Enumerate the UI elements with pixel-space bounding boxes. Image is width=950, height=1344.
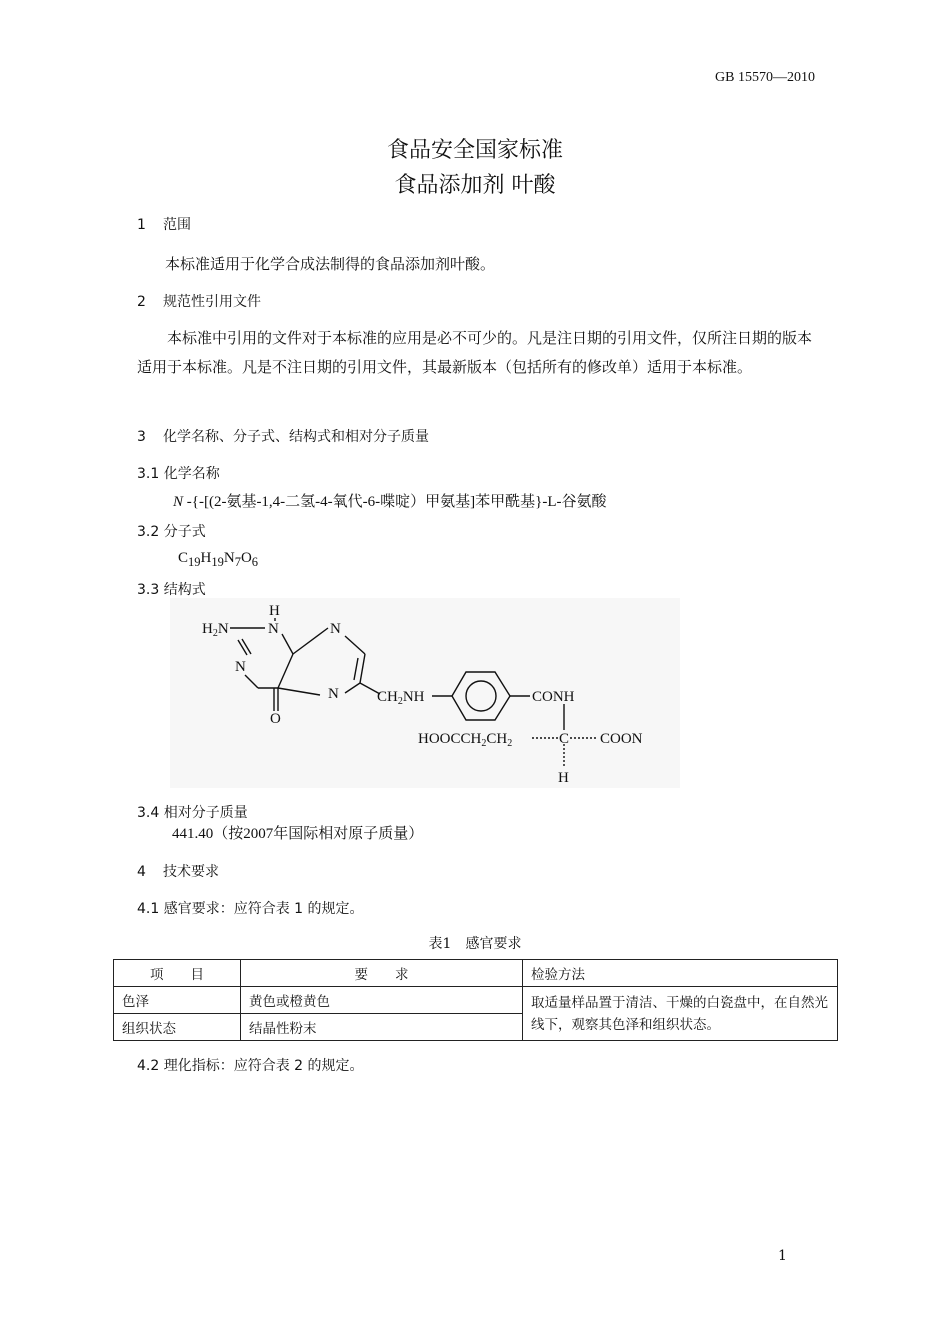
table-cell-requirement: 黄色或橙黄色 — [241, 987, 523, 1014]
standard-number: GB 15570—2010 — [715, 70, 815, 85]
group-conh: CONH — [532, 689, 575, 705]
table-cell-method: 取适量样品置于清洁、干燥的白瓷盘中，在自然光线下，观察其色泽和组织状态。 — [523, 987, 838, 1041]
table-1-caption: 表1 感官要求 — [428, 936, 522, 952]
atom-h-top: H — [269, 603, 280, 619]
section-4-2-heading: 4.2 理化指标：应符合表 2 的规定。 — [137, 1058, 364, 1074]
structure-background — [170, 598, 680, 788]
svg-text:HOOCCH2CH2: $HOOCCH_2CH_2$ — [418, 731, 513, 749]
atom-n-top-right: N — [330, 621, 341, 637]
section-3-heading: 3 化学名称、分子式、结构式和相对分子质量 — [137, 429, 429, 445]
table-cell-item: 组织状态 — [114, 1014, 241, 1041]
table-cell-requirement: 结晶性粉末 — [241, 1014, 523, 1041]
page-title: 食品安全国家标准 — [386, 138, 563, 163]
page-number: 1 — [778, 1248, 787, 1264]
svg-text:CH2NH: $CH_2NH$ — [377, 689, 425, 707]
section-3-3-heading: 3.3 结构式 — [137, 582, 206, 598]
table-1 — [113, 959, 838, 1041]
atom-n-left: N — [235, 659, 246, 675]
group-coon: COON — [600, 731, 643, 747]
section-2-heading: 2 规范性引用文件 — [137, 294, 261, 310]
atom-c: C — [559, 731, 570, 747]
table-cell-item: 色泽 — [114, 987, 241, 1014]
atom-n-mid: N — [328, 686, 339, 702]
section-1-heading: 1 范围 — [137, 217, 191, 233]
chemical-name: N -{-[(2-氨基-1,4-二氢-4-氧代-6-喋啶）甲氨基]苯甲酰基}-L-谷氨酸 — [173, 494, 607, 510]
section-3-2-heading: 3.2 分子式 — [137, 524, 206, 540]
table-header-method: 检验方法 — [523, 960, 838, 987]
section-4-heading: 4 技术要求 — [137, 864, 219, 880]
table-row — [114, 987, 838, 1014]
table-header-item: 项 目 — [114, 960, 241, 987]
section-2-text: 本标准中引用的文件对于本标准的应用是必不可少的。凡是注日期的引用文件，仅所注日期的版本适用于本标准。凡是不注日期的引用文件，其最新版本（包括所有的修改单）适用于本标准。 — [137, 329, 813, 376]
table-header-requirement: 要 求 — [241, 960, 523, 987]
atom-h-bottom: H — [558, 770, 569, 786]
section-4-1-heading: 4.1 感官要求：应符合表 1 的规定。 — [137, 901, 364, 917]
table-header-row — [114, 960, 838, 987]
section-1-text: 本标准适用于化学合成法制得的食品添加剂叶酸。 — [165, 255, 496, 273]
structural-formula — [170, 598, 680, 788]
page-subtitle: 食品添加剂 叶酸 — [394, 173, 556, 198]
molecular-formula: $C_{19}H_{19}N_7O_6$ — [178, 550, 259, 569]
atom-o: O — [270, 711, 281, 727]
molecular-mass: 441.40（按2007年国际相对原子质量） — [172, 826, 424, 842]
svg-text:H2N: $H_2N$ — [202, 621, 229, 639]
atom-n1: N — [268, 621, 279, 637]
section-3-4-heading: 3.4 相对分子质量 — [137, 805, 248, 821]
section-3-1-heading: 3.1 化学名称 — [137, 466, 220, 482]
